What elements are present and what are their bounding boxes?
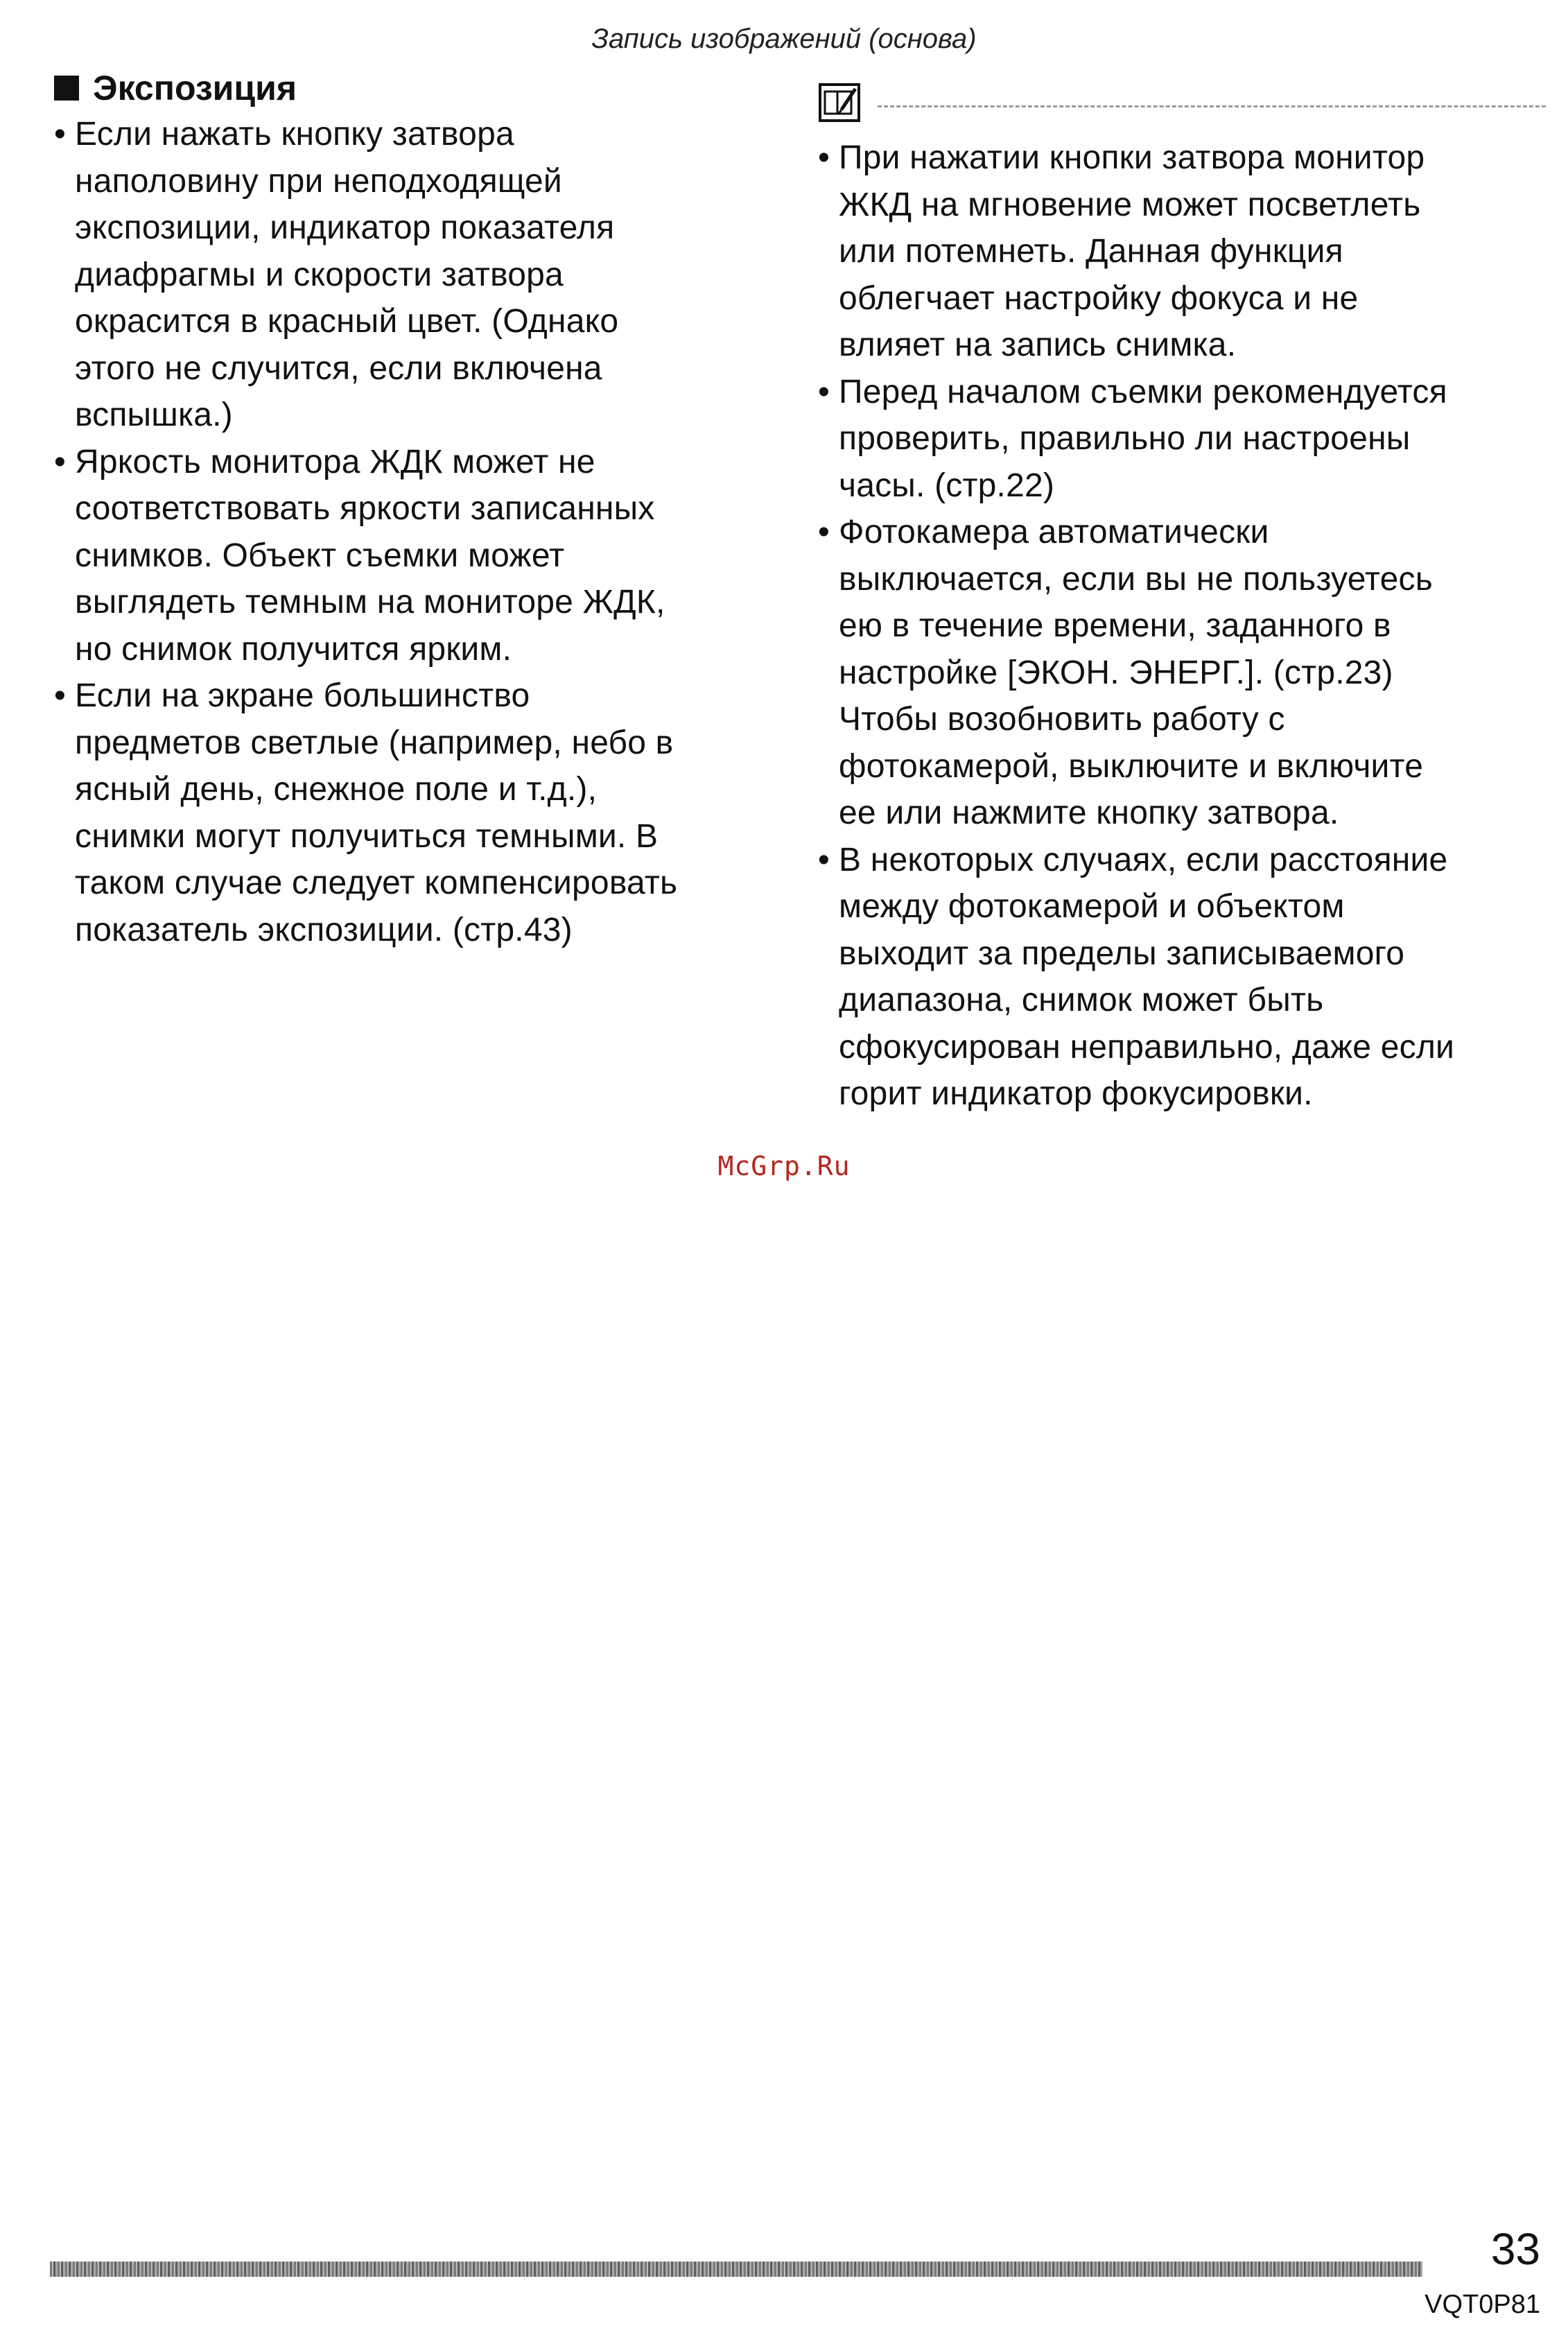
- bullet-item: • Перед началом съемки рекомендуется проверить, правильно ли настроены часы. (стр.22): [818, 369, 1546, 510]
- watermark-link[interactable]: McGrp.Ru: [717, 1151, 851, 1181]
- note-dashed-rule: [878, 105, 1546, 107]
- right-column: [818, 76, 1546, 1118]
- bullet-item: • Фотокамера автоматически выключается, если вы не пользуетесь ею в течение времени, заданного в настройке [ЭКОН. ЭНЕРГ.]. (стр.23) Чтобы возобновить работу с фотокамерой, выключите и включите ее или нажмите кнопку затвора.: [818, 509, 1546, 837]
- page-number: 33: [1490, 2224, 1540, 2274]
- exposure-bullet-list: [54, 111, 782, 953]
- footer-bar: [50, 2262, 1422, 2277]
- bullet-item: • При нажатии кнопки затвора монитор ЖКД на мгновение может посветлеть или потемнеть. Данная функция облегчает настройку фокуса и не влияет на запись снимка.: [818, 134, 1546, 369]
- running-header: Запись изображений (основа): [591, 24, 977, 54]
- bullet-item: • Если на экране большинство предметов светлые (например, небо в ясный день, снежное поле и т.д.), снимки могут получиться темными. В таком случае следует компенсировать показатель экспозиции. (стр.43): [54, 672, 782, 953]
- note-header: [818, 76, 1546, 126]
- bullet-item: • Яркость монитора ЖДК может не соответствовать яркости записанных снимков. Объект съемки может выглядеть темным на мониторе ЖДК, но снимок получится ярким.: [54, 439, 782, 673]
- note-book-pencil-icon: [818, 79, 861, 123]
- section-title: Экспозиция: [93, 69, 297, 107]
- square-bullet-icon: [54, 76, 79, 101]
- section-heading-exposure: [54, 65, 782, 111]
- left-column: [54, 65, 782, 953]
- bullet-item: • Если нажать кнопку затвора наполовину при неподходящей экспозиции, индикатор показателя диафрагмы и скорости затвора окрасится в красный цвет. (Однако этого не случится, если включена вспышка.): [54, 111, 782, 439]
- notes-bullet-list: [818, 134, 1546, 1118]
- document-code: VQT0P81: [1425, 2290, 1540, 2319]
- bullet-item: • В некоторых случаях, если расстояние между фотокамерой и объектом выходит за пределы записываемого диапазона, снимок может быть сфокусирован неправильно, даже если горит индикатор фокусировки.: [818, 837, 1546, 1118]
